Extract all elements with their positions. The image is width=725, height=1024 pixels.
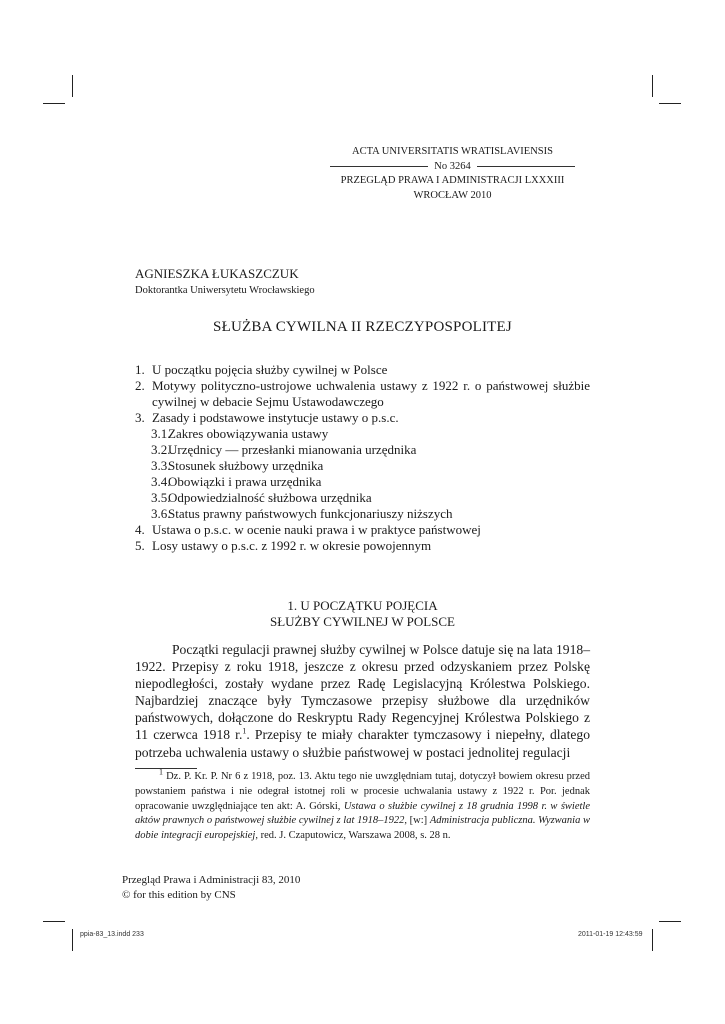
- toc-number: 3.: [135, 410, 145, 425]
- toc-number: 3.5.: [151, 490, 171, 505]
- crop-mark: [72, 929, 73, 951]
- footnote-marker: 1: [159, 767, 163, 777]
- body-text: . Przepisy te miały charakter tymczasowy i niepełny, dlatego potrzeba uchwalenia ustawy o służbie państwowej w postaci jednolitej regulacji: [135, 727, 590, 760]
- slug-timestamp: 2011-01-19 12:43:59: [578, 931, 643, 938]
- toc-number: 1.: [135, 362, 145, 377]
- footnote-divider: [135, 768, 197, 769]
- crop-mark: [659, 103, 681, 104]
- toc-subitem: [135, 506, 590, 522]
- divider: [330, 166, 428, 167]
- divider: [477, 166, 575, 167]
- toc-item: [135, 522, 590, 538]
- imprint: [122, 873, 300, 902]
- footnote-title: Ustawa o służbie cywilnej z 18 grudnia 1998 r. w świetle aktów prawnych o państwowej służbie cywilnej z lat 1918–1922: [135, 800, 591, 827]
- crop-mark: [43, 103, 65, 104]
- toc-subitem: [135, 426, 590, 442]
- section-heading: [0, 598, 725, 630]
- toc-number: 3.3.: [151, 458, 171, 473]
- toc-text: Zasady i podstawowe instytucje ustawy o p.s.c.: [152, 410, 399, 425]
- toc-text: Status prawny państwowych funkcjonariuszy niższych: [168, 506, 453, 521]
- toc-subitem: [135, 458, 590, 474]
- article-title: SŁUŻBA CYWILNA II RZECZYPOSPOLITEJ: [213, 319, 512, 335]
- footnote-title: Administracja publiczna. Wyzwania w dobie integracji europejskiej: [135, 815, 591, 842]
- crop-mark: [652, 75, 653, 97]
- crop-mark: [43, 921, 65, 922]
- toc-text: Ustawa o p.s.c. w ocenie nauki prawa i w praktyce państwowej: [152, 522, 481, 537]
- toc-text: U początku pojęcia służby cywilnej w Polsce: [152, 362, 388, 377]
- toc-number: 3.1.: [151, 426, 171, 441]
- toc-number: 3.4.: [151, 474, 171, 489]
- footnote-reference[interactable]: 1: [242, 726, 247, 736]
- toc-number: 3.2.: [151, 442, 171, 457]
- toc-text: Obowiązki i prawa urzędnika: [168, 474, 322, 489]
- toc-item: [135, 538, 590, 554]
- issue-number: No 3264: [434, 160, 471, 172]
- slug-filename: ppia-83_13.indd 233: [80, 931, 144, 938]
- section-heading-line: SŁUŻBY CYWILNEJ W POLSCE: [269, 614, 455, 629]
- toc-text: Motywy polityczno-ustrojowe uchwalenia ustawy z 1922 r. o państwowej służbie cywilnej w debacie Sejmu Ustawodawczego: [152, 378, 590, 409]
- toc-text: Losy ustawy o p.s.c. z 1992 r. w okresie powojennym: [152, 538, 432, 553]
- crop-mark: [659, 921, 681, 922]
- section-heading-line: 1. U POCZĄTKU POJĘCIA: [287, 598, 438, 613]
- toc-number: 3.6.: [151, 506, 171, 521]
- table-of-contents: [135, 362, 590, 554]
- author-affiliation: Doktorantka Uniwersytetu Wrocławskiego: [135, 285, 315, 296]
- crop-mark: [72, 75, 73, 97]
- toc-item: [135, 362, 590, 378]
- issue-number-row: [330, 160, 575, 175]
- footnote-text: , [w:]: [404, 815, 430, 827]
- toc-number: 4.: [135, 522, 145, 537]
- toc-subitem: [135, 490, 590, 506]
- toc-subitem: [135, 474, 590, 490]
- imprint-copyright: © for this edition by CNS: [122, 888, 236, 901]
- toc-item: [135, 410, 590, 426]
- imprint-journal: Przegląd Prawa i Administracji 83, 2010: [122, 874, 301, 886]
- toc-text: Odpowiedzialność służbowa urzędnika: [168, 490, 372, 505]
- toc-text: Urzędnicy — przesłanki mianowania urzędnika: [168, 442, 417, 457]
- place-year: WROCŁAW 2010: [413, 189, 492, 201]
- body-paragraph: [135, 641, 590, 761]
- crop-mark: [652, 929, 653, 951]
- toc-number: 5.: [135, 538, 145, 553]
- toc-item: [135, 378, 590, 410]
- author-name: AGNIESZKA ŁUKASZCZUK: [135, 266, 299, 281]
- footnote: [135, 767, 591, 844]
- journal-series: PRZEGLĄD PRAWA I ADMINISTRACJI LXXXIII: [340, 175, 565, 186]
- toc-text: Stosunek służbowy urzędnika: [168, 458, 324, 473]
- journal-masthead: [330, 145, 575, 203]
- footnote-text: , red. J. Czaputowicz, Warszawa 2008, s. 28 n.: [255, 830, 451, 842]
- journal-name: ACTA UNIVERSITATIS WRATISLAVIENSIS: [352, 146, 553, 157]
- toc-number: 2.: [135, 378, 145, 393]
- toc-text: Zakres obowiązywania ustawy: [168, 426, 329, 441]
- body-text: Początki regulacji prawnej służby cywilnej w Polsce datuje się na lata 1918–1922. Przepisy z roku 1918, jeszcze z okresu przed odzyskaniem przez Polskę niepodległości, zostały wydane przez Radę Legislacyjną Królestwa Polskiego. Najbardziej znaczące były Tymczasowe przepisy służbowe dla urzędników państwowych, dołączone do Reskryptu Rady Regencyjnej Królestwa Polskiego z 11 czerwca 1918 r.: [135, 642, 590, 743]
- toc-subitem: [135, 442, 590, 458]
- footnote-text: Dz. P. Kr. P. Nr 6 z 1918, poz. 13. Aktu tego nie uwzględniam tutaj, dotyczył bowiem okresu przed powstaniem państwa i nie odegrał istotnej roli w procesie uchwalania ustawy z 1922 r. Por. jednak opracowanie uwzględniające ten akt: A. Górski,: [135, 771, 590, 812]
